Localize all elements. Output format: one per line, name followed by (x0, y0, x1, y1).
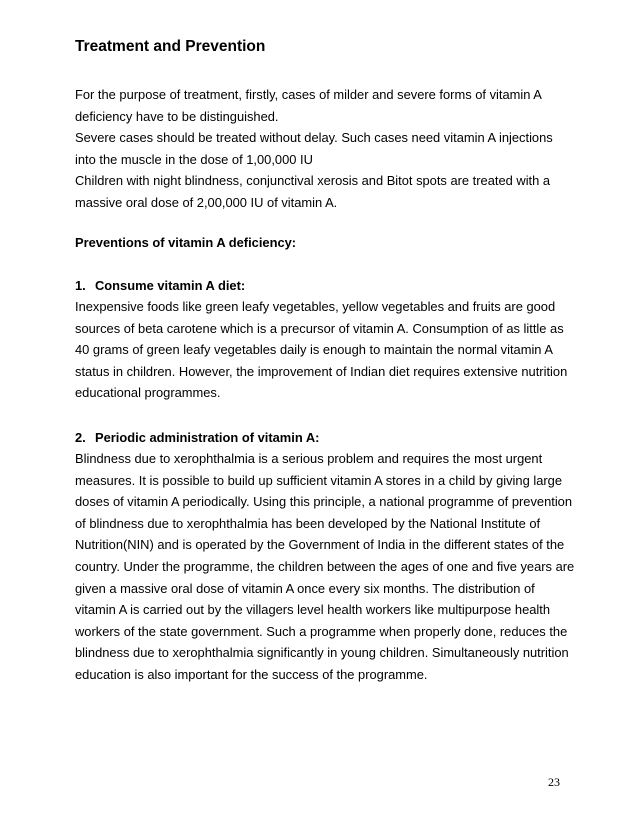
text-line: given a massive oral dose of vitamin A once every six months. The distribution of (75, 580, 535, 596)
preventions-heading: Preventions of vitamin A deficiency: (75, 235, 297, 250)
treatment-paragraph (75, 84, 575, 214)
text-line: sources of beta carotene which is a precursor of vitamin A. Consumption of as little as (75, 320, 564, 336)
text-line: measures. It is possible to build up sufficient vitamin A stores in a child by giving large (75, 472, 562, 488)
text-line: For the purpose of treatment, firstly, cases of milder and severe forms of vitamin A (75, 87, 542, 102)
item2-paragraph (75, 448, 575, 686)
text-line: educational programmes. (75, 385, 221, 401)
text-line: blindness due to xerophthalmia significantly in young children. Simultaneously nutrition (75, 645, 569, 661)
item1-heading-text: Consume vitamin A diet: (95, 278, 246, 293)
item2-heading (75, 427, 319, 449)
item1-paragraph (75, 296, 575, 404)
item2-heading-text: Periodic administration of vitamin A: (95, 430, 320, 445)
text-line: Blindness due to xerophthalmia is a serious problem and requires the most urgent (75, 451, 543, 466)
page-number: 23 (548, 775, 560, 789)
text-line: into the muscle in the dose of 1,00,000 IU (75, 151, 313, 167)
text-line: workers of the state government. Such a programme when properly done, reduces the (75, 623, 568, 639)
item1-heading (75, 275, 245, 297)
text-line: deficiency have to be distinguished. (75, 108, 279, 124)
text-line: Nutrition(NIN) and is operated by the Government of India in the different states of the (75, 537, 565, 553)
text-line: Inexpensive foods like green leafy vegetables, yellow vegetables and fruits are good (75, 299, 556, 314)
text-line: vitamin A is carried out by the villagers level health workers like multipurpose health (75, 602, 551, 618)
text-line: doses of vitamin A periodically. Using this principle, a national programme of prevention (75, 494, 573, 510)
page-title: Treatment and Prevention (75, 38, 266, 55)
text-line: 40 grams of green leafy vegetables daily is enough to maintain the normal vitamin A (75, 342, 553, 358)
text-line: country. Under the programme, the children between the ages of one and five years are (75, 558, 575, 574)
text-line: Children with night blindness, conjunctival xerosis and Bitot spots are treated with a (75, 173, 551, 189)
text-line: status in children. However, the improvement of Indian diet requires extensive nutrition (75, 363, 568, 379)
text-line: education is also important for the success of the programme. (75, 666, 428, 682)
text-line: of blindness due to xerophthalmia has been developed by the National Institute of (75, 515, 541, 531)
item2-number: 2. (75, 430, 86, 445)
text-line: Severe cases should be treated without delay. Such cases need vitamin A injections (75, 130, 553, 146)
item1-number: 1. (75, 278, 86, 293)
text-line: massive oral dose of 2,00,000 IU of vitamin A. (75, 194, 338, 210)
